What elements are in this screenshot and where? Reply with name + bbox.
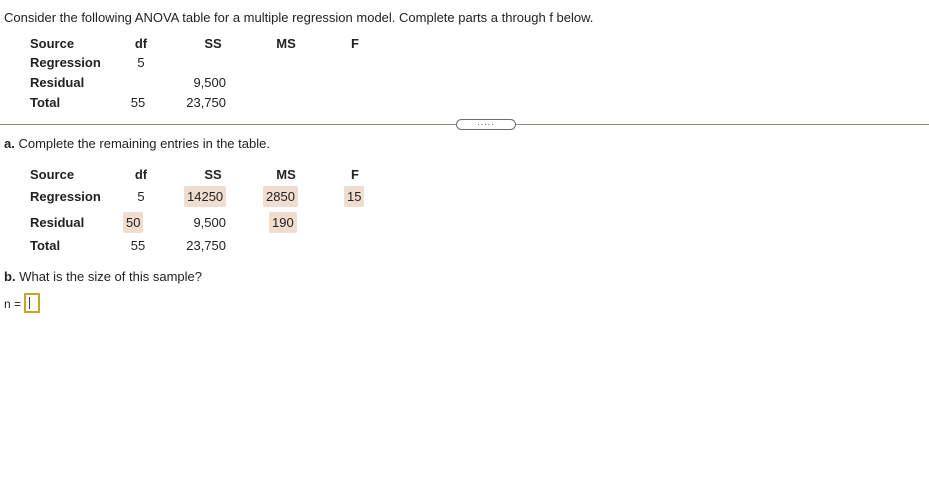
part-a-label: a. <box>4 136 15 151</box>
part-a-text: Complete the remaining entries in the table. <box>18 136 270 151</box>
cell-total-ss: 23,750 <box>186 238 226 253</box>
part-b-label: b. <box>4 269 16 284</box>
header-source: Source <box>30 36 75 51</box>
header-df: df <box>134 167 148 182</box>
cell-regression-df: 5 <box>137 55 145 70</box>
header-ms: MS <box>276 167 296 182</box>
header-ss: SS <box>204 36 222 51</box>
answer-residual-df[interactable]: 50 <box>123 212 143 233</box>
sample-size-input[interactable] <box>24 293 40 313</box>
header-df: df <box>134 36 148 51</box>
answer-regression-f[interactable]: 15 <box>344 186 364 207</box>
cell-total-ss: 23,750 <box>186 95 226 110</box>
cell-regression-df: 5 <box>137 189 145 204</box>
header-f: F <box>351 36 359 51</box>
divider-drag-handle[interactable]: ..... <box>456 119 516 130</box>
row-label-residual: Residual <box>30 215 85 230</box>
row-label-residual: Residual <box>30 75 85 90</box>
answer-residual-ms[interactable]: 190 <box>269 212 297 233</box>
header-ss: SS <box>204 167 222 182</box>
sample-size-label: n = <box>4 297 22 311</box>
cell-residual-ss: 9,500 <box>193 215 226 230</box>
header-f: F <box>351 167 359 182</box>
part-b-text: What is the size of this sample? <box>19 269 202 284</box>
cell-total-df: 55 <box>130 238 146 253</box>
part-b-prompt <box>4 269 202 284</box>
row-label-total: Total <box>30 238 61 253</box>
cell-total-df: 55 <box>130 95 146 110</box>
row-label-total: Total <box>30 95 61 110</box>
problem-intro: Consider the following ANOVA table for a multiple regression model. Complete parts a through f below. <box>4 10 594 25</box>
row-label-regression: Regression <box>30 189 101 204</box>
header-source: Source <box>30 167 75 182</box>
cell-residual-ss: 9,500 <box>193 75 226 90</box>
header-ms: MS <box>276 36 296 51</box>
row-label-regression: Regression <box>30 55 101 70</box>
answer-regression-ss[interactable]: 14250 <box>184 186 226 207</box>
answer-regression-ms[interactable]: 2850 <box>263 186 298 207</box>
part-a-prompt <box>4 136 270 151</box>
